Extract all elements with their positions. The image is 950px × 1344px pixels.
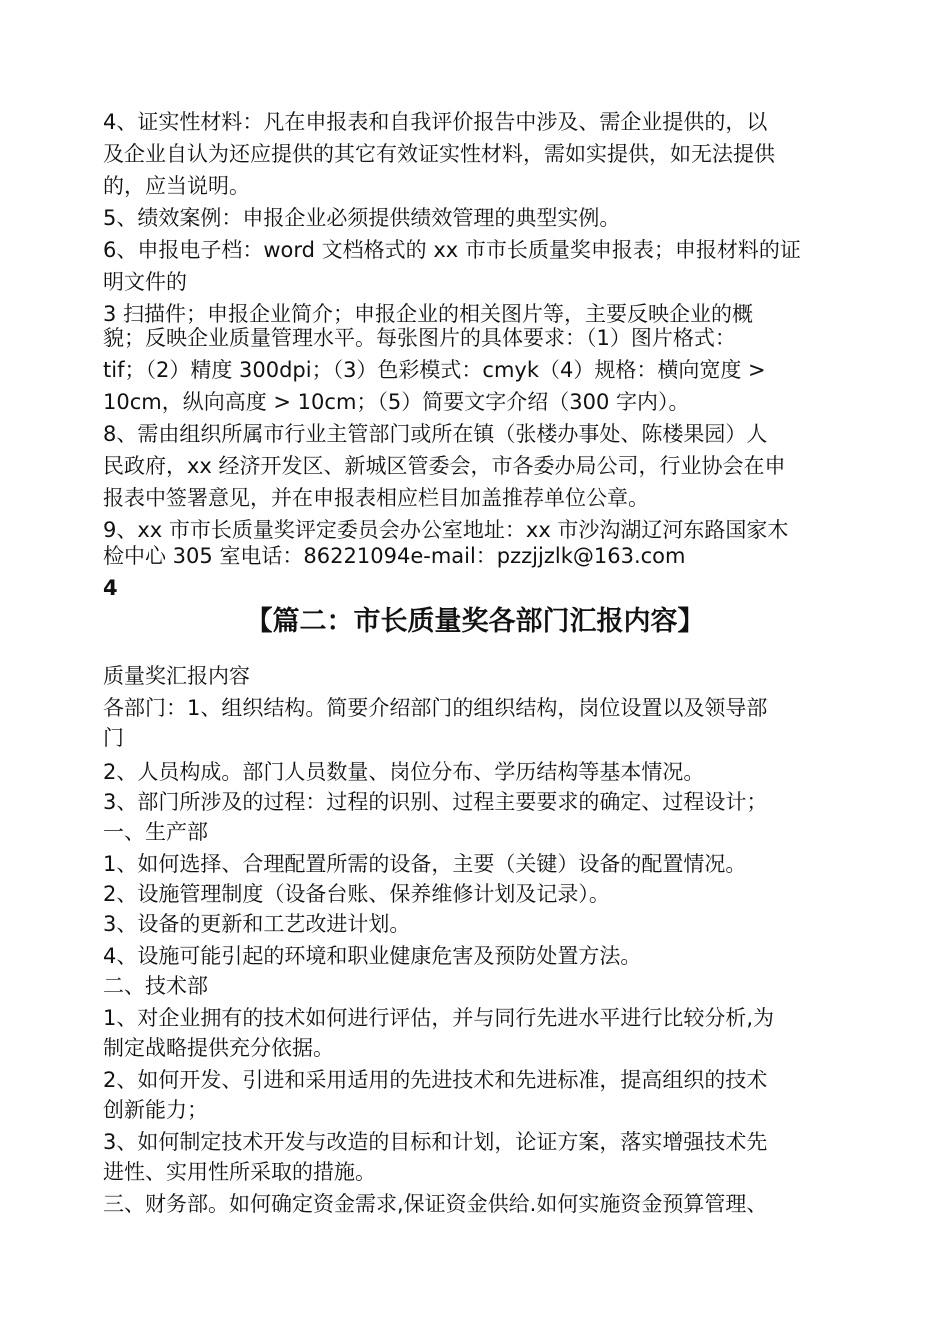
doc-line: 6、申报电子档：word 文档格式的 xx 市市长质量奖申报表；申报材料的证: [103, 238, 801, 262]
doc-line: 一、生产部: [103, 820, 208, 844]
page-number: 4: [103, 576, 118, 600]
doc-line: 8、需由组织所属市行业主管部门或所在镇（张楼办事处、陈楼果园）人: [103, 422, 768, 446]
doc-line: 貌；反映企业质量管理水平。每张图片的具体要求：（1）图片格式：: [103, 326, 736, 350]
doc-line: 的，应当说明。: [103, 174, 250, 198]
doc-line: 三、财务部。如何确定资金需求,保证资金供给.如何实施资金预算管理、: [103, 1192, 768, 1216]
doc-line: 4、设施可能引起的环境和职业健康危害及预防处置方法。: [103, 944, 642, 968]
doc-line: 5、绩效案例：申报企业必须提供绩效管理的典型实例。: [103, 206, 621, 230]
doc-line: tif；（2）精度 300dpi；（3）色彩模式：cmyk（4）规格：横向宽度 >: [103, 358, 766, 382]
doc-line: 3、部门所涉及的过程：过程的识别、过程主要要求的确定、过程设计；: [103, 790, 768, 814]
doc-line: 各部门：1、组织结构。简要介绍部门的组织结构，岗位设置以及领导部: [103, 696, 768, 720]
doc-line: 民政府，xx 经济开发区、新城区管委会，市各委办局公司，行业协会在申: [103, 454, 786, 478]
doc-line: 制定战略提供充分依据。: [103, 1036, 334, 1060]
doc-line: 二、技术部: [103, 974, 208, 998]
doc-line: 明文件的: [103, 270, 187, 294]
doc-line: 检中心 305 室电话：86221094e-mail：pzzjjzlk@163.com: [103, 544, 686, 568]
doc-line: 9、xx 市市长质量奖评定委员会办公室地址：xx 市沙沟湖辽河东路国家木: [103, 518, 789, 542]
doc-line: 及企业自认为还应提供的其它有效证实性材料，需如实提供，如无法提供: [103, 142, 775, 166]
doc-line: 2、设施管理制度（设备台账、保养维修计划及记录）。: [103, 882, 610, 906]
doc-line: 1、如何选择、合理配置所需的设备，主要（关键）设备的配置情况。: [103, 852, 747, 876]
section-heading: 【篇二：市长质量奖各部门汇报内容】: [245, 606, 705, 637]
doc-line: 质量奖汇报内容: [103, 664, 250, 688]
doc-line: 2、人员构成。部门人员数量、岗位分布、学历结构等基本情况。: [103, 760, 705, 784]
doc-line: 4、证实性材料：凡在申报表和自我评价报告中涉及、需企业提供的，以: [103, 110, 768, 134]
doc-line: 报表中签署意见，并在申报表相应栏目加盖推荐单位公章。: [103, 486, 649, 510]
doc-line: 进性、实用性所采取的措施。: [103, 1160, 376, 1184]
doc-line: 创新能力；: [103, 1098, 208, 1122]
doc-line: 3 扫描件；申报企业简介；申报企业的相关图片等，主要反映企业的概: [103, 302, 754, 326]
doc-line: 门: [103, 726, 124, 750]
doc-line: 1、对企业拥有的技术如何进行评估，并与同行先进水平进行比较分析,为: [103, 1006, 775, 1030]
doc-line: 3、如何制定技术开发与改造的目标和计划，论证方案，落实增强技术先: [103, 1130, 768, 1154]
doc-line: 3、设备的更新和工艺改进计划。: [103, 912, 411, 936]
doc-line: 10cm，纵向高度 > 10cm；（5）简要文字介绍（300 字内）。: [103, 390, 690, 414]
doc-line: 2、如何开发、引进和采用适用的先进技术和先进标准，提高组织的技术: [103, 1068, 768, 1092]
